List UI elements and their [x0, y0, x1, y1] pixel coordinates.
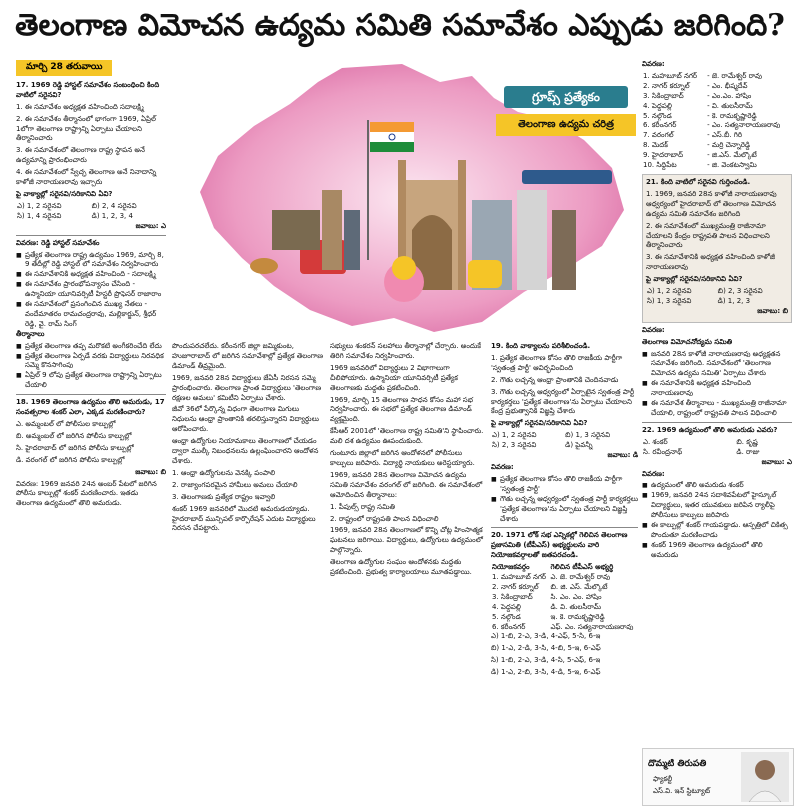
cell: - జి. వెంకటస్వామి — [707, 161, 757, 170]
paragraph: కేసీఆర్ 2001లో 'తెలంగాణ రాష్ట్ర సమితి'ని స్థాపించారు. మలి దశ ఉద్యమం ఊపందుకుంది. — [330, 427, 484, 446]
cell: - మర్రి చెన్నారెడ్డి — [707, 141, 751, 150]
paragraph: ఆంధ్రా ఉద్యోగుల నియామకాలు తెలంగాణలో చేయడం ద్వారా ముల్కీ నిబంధనలను ఉల్లంఘించారని ఆందోళన చేశారు. — [172, 437, 319, 465]
paragraph: 1969, మార్చి 15 తెలంగాణ సాధన కోసం మహా సభ నిర్వహించారు. ఈ సభలో ప్రత్యేక తెలంగాణ డిమాండ్ వ్యక్తమైంది. — [330, 395, 473, 424]
q20-cell: డి. వి. తులసీరామ్ — [550, 602, 602, 611]
divider — [16, 235, 166, 236]
fort-wall — [272, 210, 320, 250]
paragraph: 1969, జనవరి 28న తెలంగాణ విమోచన ఉద్యమ సమితి సమావేశం వరంగల్ లో జరిగింది. ఈ సమావేశంలో ఆమోదించిన తీర్మానాలు: — [330, 470, 483, 499]
table-row — [491, 623, 638, 633]
q22-option: బి. కృష్ణ — [736, 437, 758, 446]
deer — [250, 258, 278, 274]
cell: 4. పెద్దపల్లి — [643, 101, 672, 110]
bullet-item: ■ ఈ కాల్పుల్లో శంకర్ గాయపడ్డాడు. ఆస్పత్రిలో చికిత్స పొందుతూ మరణించాడు — [642, 521, 792, 541]
q21-option: సి) 1, 3 సరైనవి — [647, 296, 692, 305]
paragraph: తెలంగాణ ఉద్యోగుల సంఘం ఆందోళనకు మద్దతు ప్రకటించింది. ప్రభుత్వ కార్యాలయాలు మూతపడ్డాయి. — [330, 558, 472, 577]
q22-options — [642, 438, 792, 458]
column-3 — [330, 342, 486, 805]
author-organization: ఎస్.వి. ఇన్ స్టిట్యూట్ — [653, 787, 711, 795]
table-row — [491, 573, 638, 583]
question-20: 20. 1971 లోక్ సభ ఎన్నికల్లో గెలిచిన తెలంగాణ ప్రజాసమితి (టీపీఎస్) అభ్యర్థులను వారి నియోజకవర్గాలతో జతపరచండి. — [491, 531, 628, 560]
author-box — [642, 748, 794, 806]
cell: - ఎం. భీష్మదేవ్ — [707, 81, 748, 90]
table-row — [491, 603, 638, 613]
q20-explanation-title: వివరణ: — [642, 60, 665, 68]
bathukamma — [392, 256, 416, 280]
table-row — [642, 102, 792, 112]
indian-flag-green — [370, 142, 414, 152]
cell: 3. సికింద్రాబాద్ — [643, 91, 684, 100]
q17-answer: జవాబు: ఎ — [135, 221, 166, 230]
list-item: 2. రాజ్యాంగపరమైన హామీలు అమలు చేయాలి — [172, 480, 298, 489]
q20-header: నియోజకవర్గం — [492, 563, 530, 572]
paragraph: సభ్యులు శంకరన్ సలహాలు తీర్మానాల్లో చేర్చారు. అందుకే తిరిగి సమావేశం నిర్వహించారు. — [330, 342, 481, 360]
table-row — [642, 112, 792, 122]
bullet-item: ■ జనవరి 28న కాళోజీ నారాయణరావు అధ్యక్షతన సమావేశం జరిగింది. సమావేశంలో 'తెలంగాణ విమోచన ఉద్యమ సమితి' ఏర్పాటు చేశారు — [642, 350, 792, 380]
q20-cell: 4. పెద్దపల్లి — [492, 602, 521, 611]
table-row — [491, 583, 638, 593]
bullet-item: ■ శంకర్ 1969 తెలంగాణ ఉద్యమంలో తొలి అమరుడు — [642, 541, 792, 561]
q17-options — [16, 202, 166, 222]
q20-cell: సి. ఎం. ఎం. హాషిం — [550, 592, 602, 601]
cell: 6. కరీంనగర్ — [643, 121, 677, 130]
bullet-item: ■ ఈ సమావేశం ప్రారంభోపన్యాసం చేసింది - ఉస్మానియా యూనివర్సిటీ హిస్టరీ ప్రొఫెసర్ రాజారాం — [16, 280, 166, 300]
q21-statement: 2. ఈ సమావేశంలో ముఖ్యమంత్రి రాజీనామా చేయాలని కేంద్రం రాష్ట్రపతి పాలన విధించాలని తీర్మానించారు — [646, 221, 770, 250]
q21-statement: 3. ఈ సమావేశానికి అధ్యక్షత వహించింది కాళోజీ నారాయణరావు — [646, 253, 775, 272]
q20-cell: బి. జి. ఎస్. మేల్కొటే — [550, 582, 608, 591]
question-22: 22. 1969 ఉద్యమంలో తొలి అమరుడు ఎవరు? — [642, 425, 778, 434]
q18-option: ఎ. అమ్మంబల్ లో పోలీసుల కాల్పుల్లో — [16, 420, 116, 428]
paragraph: శంకర్ 1969 జనవరిలో మొదటి అమరుడయ్యాడు. హైదరాబాద్ మున్సిపల్ కార్పొరేషన్ ఎదుట విద్యార్థులు నిరసన చేపట్టారు. — [172, 504, 316, 533]
list-item: 1. పీపుల్స్ రాష్ట్ర సమితి — [330, 502, 395, 511]
q19-option: ఎ) 1, 2 సరైనవి — [492, 431, 537, 440]
q18-option: సి. హైదరాబాద్ లో జరిగిన పోలీసు కాల్పుల్లో — [16, 443, 134, 452]
bullet-item: ■ ఈ సమావేశంలో ప్రసంగించిన ముఖ్య నేతలు - వందేమాతరం రామచంద్రరావు, మల్లికార్జున్, శ్రీధర్ రెడ్డి, వై. రామ్ సింగ్ — [16, 300, 166, 330]
cell: - ఎస్.బీ. గిరి — [707, 131, 743, 140]
table-row — [642, 141, 792, 151]
q17-option: సి) 1, 4 సరైనవి — [17, 211, 62, 220]
paragraph: 1969 జనవరిలో విద్యార్థులు 2 విభాగాలుగా చీలిపోయారు. ఉస్మానియా యూనివర్సిటీ ప్రత్యేక తెలంగాణకు మద్దతు ప్రకటించింది. — [330, 363, 458, 392]
q20-option: బి) 1-ఎ, 2-డి, 3-సి, 4-బి, 5-ఇ, 6-ఎఫ్ — [491, 644, 601, 653]
cell: 10. సిద్దిపేట — [643, 161, 677, 170]
question-18: 18. 1969 తెలంగాణ ఉద్యమం తొలి అమరుడు, 17 సంవత్సరాల శంకర్ ఎలా, ఎక్కడ మరణించారు? — [16, 398, 165, 417]
q21-option: బి) 2, 3 సరైనవి — [717, 287, 763, 296]
paragraph: 1969, జనవరి 28న తెలంగాణలో కొన్ని చోట్ల హింసాత్మక ఘటనలు జరిగాయి. విద్యార్థులు, ఉద్యోగులు ఉద్యమంలో పాల్గొన్నారు. — [330, 526, 483, 555]
q21-answer: జవాబు: బి — [757, 306, 788, 315]
q20-cell: 2. నాగర్ కర్నూల్ — [492, 582, 539, 591]
table-row — [491, 593, 638, 603]
headline: తెలంగాణ విమోచన ఉద్యమ సమితి సమావేశం ఎప్పుడు జరిగింది? — [15, 8, 785, 43]
q20-option: ఎ) 1-బి, 2-ఎ, 3-డి, 4-ఎఫ్, 5-సి, 6-ఇ — [491, 632, 601, 641]
paragraph: జీవో 36లో పేర్కొన్న విధంగా తెలంగాణ మిగులు నిధులను ఆంధ్రా ప్రాంతానికి తరలిస్తున్నారని విద్యార్థులు ఆరోపించారు. — [172, 405, 319, 434]
bullet-item: ■ 1969, జనవరి 24న సదాశివపేటలో హైస్కూల్ విద్యార్థులు, ఇతర యువకులు జరిపిన ర్యాలీపై పోలీసులు కాల్పులు జరిపారు — [642, 491, 792, 521]
q20-cell: 6. కరీంనగర్ — [492, 622, 526, 631]
table-row — [642, 151, 792, 161]
table-row — [642, 72, 792, 82]
building — [517, 190, 547, 290]
metro-train — [522, 170, 612, 184]
q21-option: ఎ) 1, 2 సరైనవి — [647, 287, 692, 296]
author-name: దొమ్మటి తిరుపతి — [648, 759, 707, 769]
q19-answer: జవాబు: డి — [607, 451, 638, 460]
cell: - కె. రామకృష్ణారెడ్డి — [707, 111, 757, 120]
q20-cell: 5. నల్గొండ — [492, 612, 521, 621]
q17-statement: 1. ఈ సమావేశం అధ్యక్షత వహించింది సదాలక్ష్మి — [16, 102, 144, 111]
q17-option: బి) 2, 4 సరైనవి — [91, 201, 137, 210]
bullet-item: ■ ఈ సమావేశ తీర్మానాలు - ముఖ్యమంత్రి రాజీనామా చేయాలి, రాష్ట్రంలో రాష్ట్రపతి పాలన విధించాలి — [642, 399, 792, 419]
question-17: 17. 1969 రెడ్డి హాస్టల్ సమావేశం సంబంధించి కింది వాటిలో సరైనవి? — [16, 80, 160, 99]
paragraph: గుంటూరు జిల్లాలో జరిగిన ఆందోళనలో పోలీసులు కాల్పులు జరిపారు. విద్యార్థి నాయకులు అరెస్టయ్యారు. — [330, 449, 475, 467]
q22-explanation-title: వివరణ: — [642, 469, 665, 478]
q20-answer-table — [642, 72, 792, 171]
author-photo — [741, 752, 789, 802]
table-row — [642, 161, 792, 171]
divider — [16, 394, 166, 395]
list-item: 1. ఆంధ్రా ఉద్యోగులను వెనక్కి పంపాలి — [172, 468, 276, 477]
q17-explanation-title: వివరణ: రెడ్డి హాస్టల్ సమావేశం — [16, 238, 100, 247]
cell: 7. వరంగల్ — [643, 131, 674, 140]
cell: 5. నల్గొండ — [643, 111, 672, 120]
bullet-item: ■ ప్రత్యేక తెలంగాణ రాష్ట్ర ఉద్యమం 1969, మార్చి 8, 9 తేదీల్లో రెడ్డి హాస్టల్ లో సమావేశం నిర్వహించారు — [16, 251, 166, 271]
q19-option: సి) 2, 3 సరైనవి — [492, 441, 537, 450]
bullet-item: ■ ఏప్రిల్ 9 లోపు ప్రత్యేక తెలంగాణ రాష్ట్రాన్ని ఏర్పాటు చేయాలి — [16, 371, 166, 391]
cell: 1. మహబూబ్ నగర్ — [643, 71, 698, 80]
clock-tower — [552, 210, 576, 290]
q22-option: డి. రాజు — [736, 447, 760, 456]
q19-options — [491, 431, 638, 451]
table-row — [642, 131, 792, 141]
q17-statement: 3. ఈ సమావేశంలో తెలంగాణ రాష్ట్ర స్థాపన అనే ఉద్యమాన్ని ప్రారంభించారు — [16, 146, 145, 165]
question-21: 21. కింది వాటిలో సరైనవి గుర్తించండి. — [646, 177, 751, 186]
q19-statement: 1. ప్రత్యేక తెలంగాణ కోసం తొలి రాజకీయ పార్టీగా 'స్వతంత్ర పార్టీ' ఆవిర్భవించింది — [491, 353, 623, 372]
divider — [491, 527, 638, 528]
q18-option: డి. వరంగల్ లో జరిగిన పోలీసు కాల్పుల్లో — [16, 455, 125, 464]
bullet-item: ■ ఈ సమావేశానికి అధ్యక్షత వహించింది - సదాలక్ష్మి — [16, 270, 166, 280]
column-4 — [491, 342, 638, 805]
bullet-item: ■ ప్రత్యేక తెలంగాణ ఏర్పడే వరకు విద్యార్థులు నిరవధిక సమ్మె కొనసాగింపు — [16, 352, 166, 372]
cell: 8. మెదక్ — [643, 141, 668, 150]
q17-statement: 4. ఈ సమావేశంలో స్వేచ్ఛ తెలంగాణ అనే నినాదాన్ని కాళోజీ నారాయణరావు ఇచ్చారు — [16, 168, 157, 187]
bullet-item: ■ గౌతు లచ్చన్న ఆధ్వర్యంలో స్వతంత్ర పార్టీ కార్యకర్తలు 'ప్రత్యేక తెలంగాణ'ను ఏర్పాటు చేయాలని విజ్ఞప్తి చేశారు — [491, 495, 638, 525]
bullet-item: ■ ఈ సమావేశానికి అధ్యక్షత వహించింది నారాయణరావు — [642, 379, 792, 399]
q21-prompt: పై వాక్యాల్లో సరైనవి/సరికానివి ఏవి? — [646, 275, 743, 284]
cell: 9. హైదరాబాద్ — [643, 151, 684, 160]
q20-option: డి) 1-ఎ, 2-బి, 3-సి, 4-డి, 5-ఇ, 6-ఎఫ్ — [491, 668, 601, 677]
cell: 2. నాగర్ కర్నూల్ — [643, 81, 690, 90]
table-row — [491, 613, 638, 623]
divider — [642, 422, 792, 423]
question-19: 19. కింది వాక్యాలను పరిశీలించండి. — [491, 342, 591, 350]
q21-options — [646, 287, 788, 307]
groups-special-badge: గ్రూప్స్ ప్రత్యేకం — [504, 86, 628, 108]
q21-option: డి) 1, 2, 3 — [717, 296, 751, 305]
q21-explanation-title: వివరణ: — [642, 325, 665, 334]
q17-option: ఎ) 1, 2 సరైనవి — [17, 201, 62, 210]
q20-cell: ఎ. జె. రామేశ్వర్ రావు — [550, 573, 611, 582]
q19-statement: 3. గౌతు లచ్చన్న ఆధ్వర్యంలో ఏర్పాటైన స్వతంత్ర పార్టీ కార్యకర్తలు 'ప్రత్యేక తెలంగాణ'ను ఏర్పాటు చేయాలని కేంద్ర ప్రభుత్వానికి విజ్ఞప్తి చేశారు — [491, 387, 635, 416]
q17-statement: 2. ఈ సమావేశం తీర్మానంలో భాగంగా 1969, ఏప్రిల్ 1లోగా తెలంగాణ రాష్ట్రాన్ని ఏర్పాటు చేయాలని తీర్మానించారు — [16, 114, 156, 143]
q18-option: బి. అమ్మంబల్ లో జరిగిన పోలీసు కాల్పుల్లో — [16, 431, 132, 440]
q20-cell: 3. సికింద్రాబాద్ — [492, 592, 533, 601]
cell: - ఎం. సత్యనారాయణరావు — [707, 121, 781, 130]
q17-prompt: పై వాక్యాల్లో సరైనవి/సరికానివి ఏవి? — [16, 189, 113, 198]
q18-explanation: వివరణ: 1969 జనవరి 24న అంబర్ పేటలో జరిగిన పోలీసు కాల్పుల్లో శంకర్ మరణించారు. ఇతడు తెలంగాణ ఉద్యమంలో తొలి అమరుడు. — [16, 479, 157, 508]
q18-answer: జవాబు: బి — [135, 467, 166, 476]
statue — [344, 210, 360, 270]
q20-cell: 1. మహబూబ్ నగర్ — [492, 573, 547, 582]
paragraph: 1969, జనవరి 28న విద్యార్థులు జేఏసీ నిరసన సమ్మె ప్రారంభించారు. తెలంగాణ ప్రాంత విద్యార్థులు 'తెలంగాణ రక్షణల అమలు' కమిటీని ఏర్పాటు చేశారు. — [172, 373, 322, 402]
q19-option: డి) పైవన్నీ — [565, 441, 593, 450]
q22-answer: జవాబు: ఎ — [761, 457, 792, 466]
cell: - ఎం.ఎం. హాషిం — [707, 91, 752, 100]
indian-flag-saffron — [370, 122, 414, 132]
topic-badge: తెలంగాణ ఉద్యమ చరిత్ర — [496, 114, 636, 136]
list-item: 2. రాష్ట్రంలో రాష్ట్రపతి పాలన విధించాలి — [330, 514, 439, 523]
q21-explanation-subtitle: తెలంగాణ విమోచనోద్యమ సమితి — [642, 337, 733, 346]
q20-cell: ఎఫ్. ఎం. సత్యనారాయణరావు — [550, 622, 634, 631]
table-row — [642, 121, 792, 131]
column-2 — [172, 342, 324, 805]
q19-option: బి) 1, 3 సరైనవి — [565, 431, 611, 440]
paragraph: పొందుపరచలేదు. కరీంనగర్ జిల్లా జమ్మికుంట, హుజూరాబాద్ లో జరిగిన సమావేశాల్లో ప్రత్యేక తెలంగాణ డిమాండ్ తీవ్రమైంది. — [172, 342, 323, 370]
list-item: 3. తెలంగాణకు ప్రత్యేక రాష్ట్రం ఇవ్వాలి — [172, 492, 276, 501]
column-1 — [16, 60, 166, 805]
charminar-tower — [458, 160, 466, 290]
question-21-box — [642, 174, 792, 323]
bullet-item: ■ ప్రత్యేక తెలంగాణ తప్ప మరొకటి అంగీకరించేది లేదు — [16, 342, 166, 352]
bullet-item: ■ ఉద్యమంలో తొలి అమరుడు శంకర్ — [642, 481, 792, 491]
resolutions-title: తీర్మానాలు — [16, 329, 45, 338]
table-row — [642, 82, 792, 92]
bullet-item: ■ ప్రత్యేక తెలంగాణ కోసం తొలి రాజకీయ పార్టీగా 'స్వతంత్ర పార్టీ' — [491, 475, 638, 495]
q20-match-table — [491, 563, 638, 632]
q21-statement: 1. 1969, జనవరి 28న కాళోజీ నారాయణరావు ఆధ్వర్యంలో హైదరాబాద్ లో తెలంగాణ విమోచన ఉద్యమ సమితి సమావేశం జరిగింది — [646, 189, 777, 218]
table-row — [642, 92, 792, 102]
cell: - వి. తులసీరామ్ — [707, 101, 753, 110]
cell: - జి.ఎస్. మేల్కొటే — [707, 151, 757, 160]
q17-option: డి) 1, 2, 3, 4 — [91, 211, 133, 220]
q20-header: గెలిచిన టీపీఎస్ అభ్యర్థి — [550, 563, 614, 572]
temple-tower — [322, 190, 342, 270]
auto-rickshaw — [468, 260, 502, 288]
cell: - జె. రామేశ్వర్ రావు — [707, 71, 762, 80]
column-5 — [642, 60, 792, 805]
section-tag: మార్చి 28 తరువాయి — [16, 60, 112, 76]
author-designation: ఫ్యాకల్టీ — [653, 775, 673, 783]
q20-cell: ఇ. కె. రామకృష్ణారెడ్డి — [550, 612, 605, 621]
q19-statement: 2. గౌతు లచ్చన్న ఆంధ్రా ప్రాంతానికి చెందినవాడు — [491, 375, 619, 384]
q19-prompt: పై వాక్యాల్లో సరైనవి/సరికానివి ఏవి? — [491, 419, 588, 428]
q20-option: సి) 1-బి, 2-ఎ, 3-డి, 4-సి, 5-ఎఫ్, 6-ఇ — [491, 656, 601, 665]
q22-option: సి. రవీంద్రనాథ్ — [643, 447, 683, 456]
q22-option: ఎ. శంకర్ — [643, 437, 668, 446]
q19-explanation-title: వివరణ: — [491, 462, 514, 471]
